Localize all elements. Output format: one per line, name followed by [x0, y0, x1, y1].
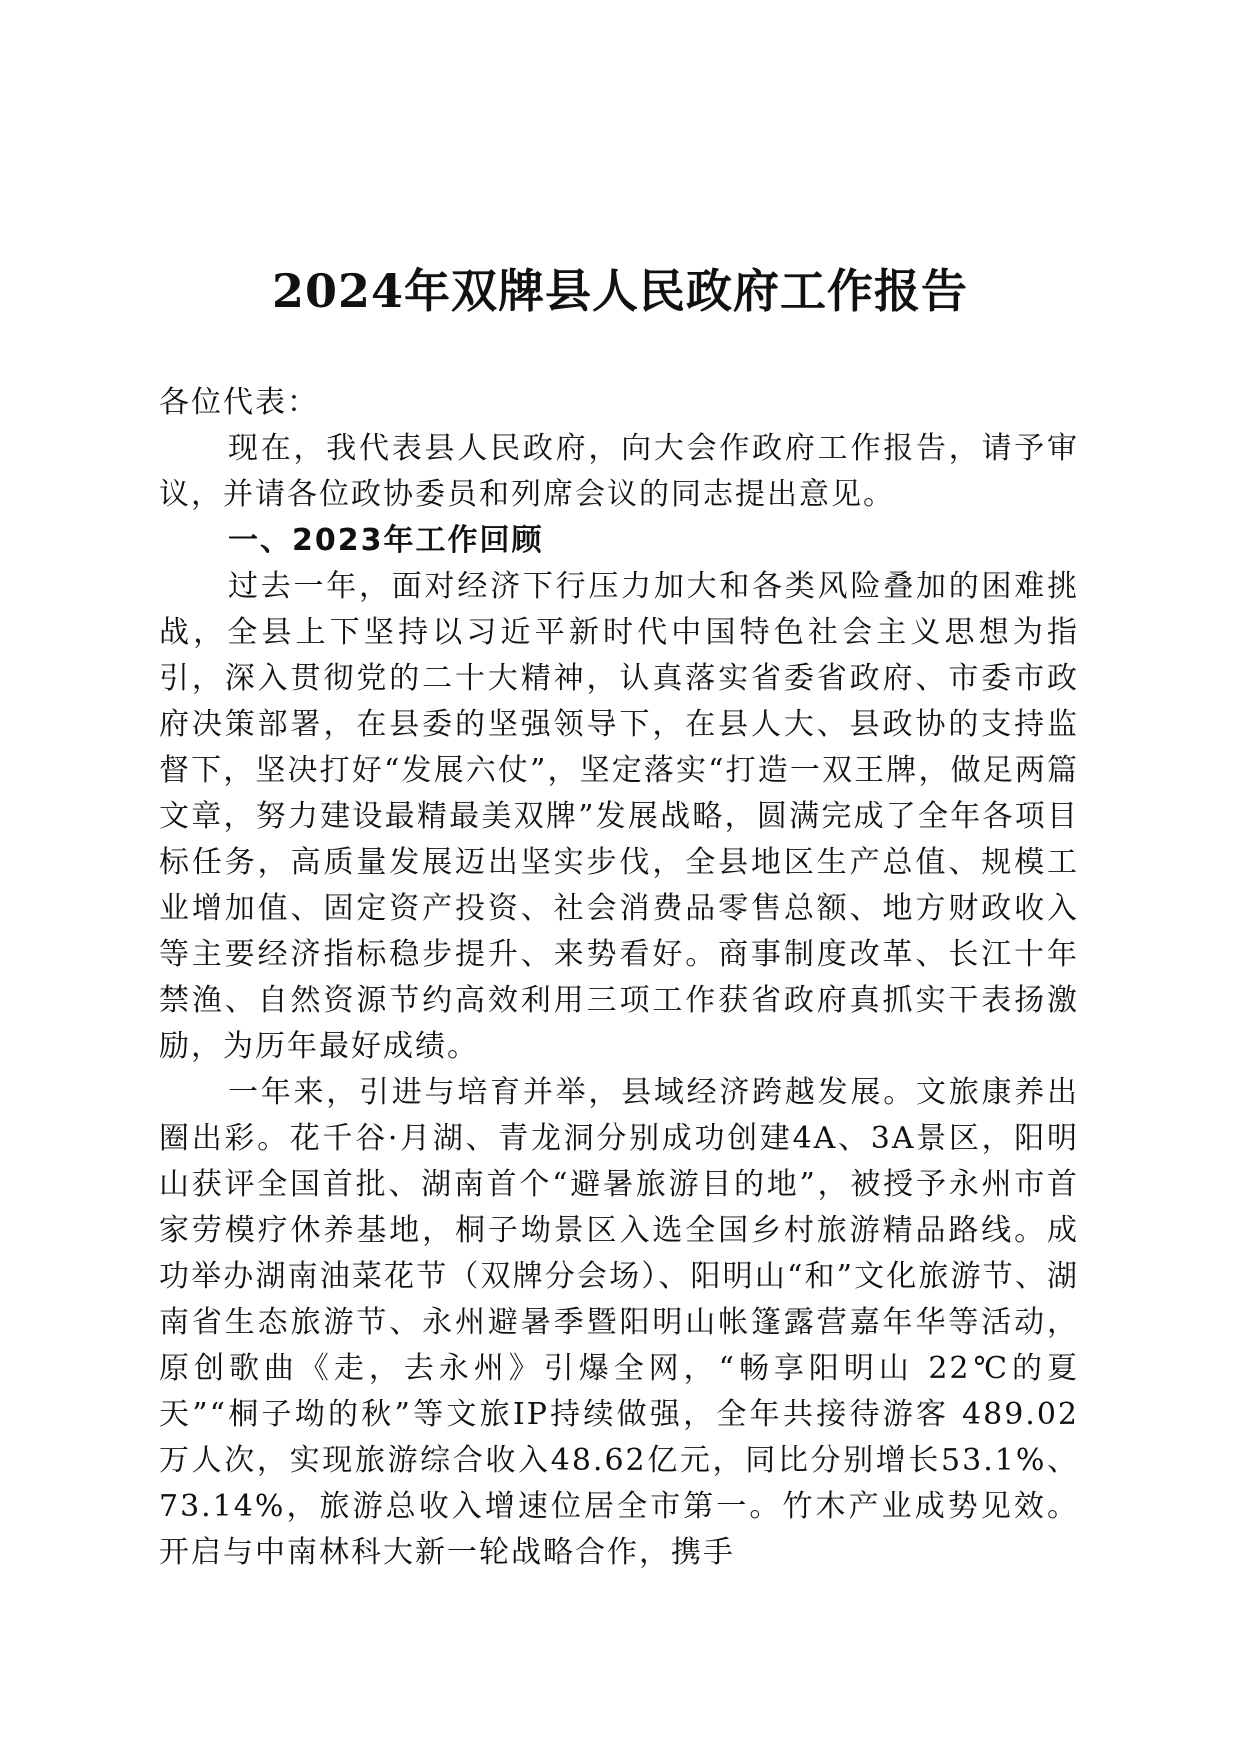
review-paragraph-1: 过去一年，面对经济下行压力加大和各类风险叠加的困难挑战，全县上下坚持以习近平新时代中国特色社会主义思想为指引，深入贯彻党的二十大精神，认真落实省委省政府、市委市政府决策部署，在县委的坚强领导下，在县人大、县政协的支持监督下，坚决打好“发展六仗”，坚定落实“打造一双王牌，做足两篇文章，努力建设最精最美双牌”发展战略，圆满完成了全年各项目标任务，高质量发展迈出坚实步伐，全县地区生产总值、规模工业增加值、固定资产投资、社会消费品零售总额、地方财政收入等主要经济指标稳步提升、来势看好。商事制度改革、长江十年禁渔、自然资源节约高效利用三项工作获省政府真抓实干表扬激励，为历年最好成绩。	[159, 569, 1079, 1064]
section-heading: 一、2023年工作回顾	[228, 523, 544, 558]
document-title: 2024年双牌县人民政府工作报告	[271, 264, 969, 318]
salutation: 各位代表：	[159, 385, 319, 420]
review-paragraph-2: 一年来，引进与培育并举，县域经济跨越发展。文旅康养出圈出彩。花千谷·月湖、青龙洞分别成功创建4A、3A景区，阳明山获评全国首批、湖南首个“避暑旅游目的地”，被授予永州市首家劳模疗休养基地，桐子坳景区入选全国乡村旅游精品路线。成功举办湖南油菜花节（双牌分会场）、阳明山“和”文化旅游节、湖南省生态旅游节、永州避暑季暨阳明山帐篷露营嘉年华等活动，原创歌曲《走，去永州》引爆全网，“畅享阳明山 22℃的夏天”“桐子坳的秋”等文旅IP持续做强，全年共接待游客 489.02万人次，实现旅游综合收入48.62亿元，同比分别增长53.1%、73.14%，旅游总收入增速位居全市第一。竹木产业成势见效。开启与中南林科大新一轮战略合作，携手	[159, 1075, 1079, 1570]
document-body	[159, 380, 1079, 1576]
intro-paragraph: 现在，我代表县人民政府，向大会作政府工作报告，请予审议，并请各位政协委员和列席会议的同志提出意见。	[159, 431, 1079, 512]
